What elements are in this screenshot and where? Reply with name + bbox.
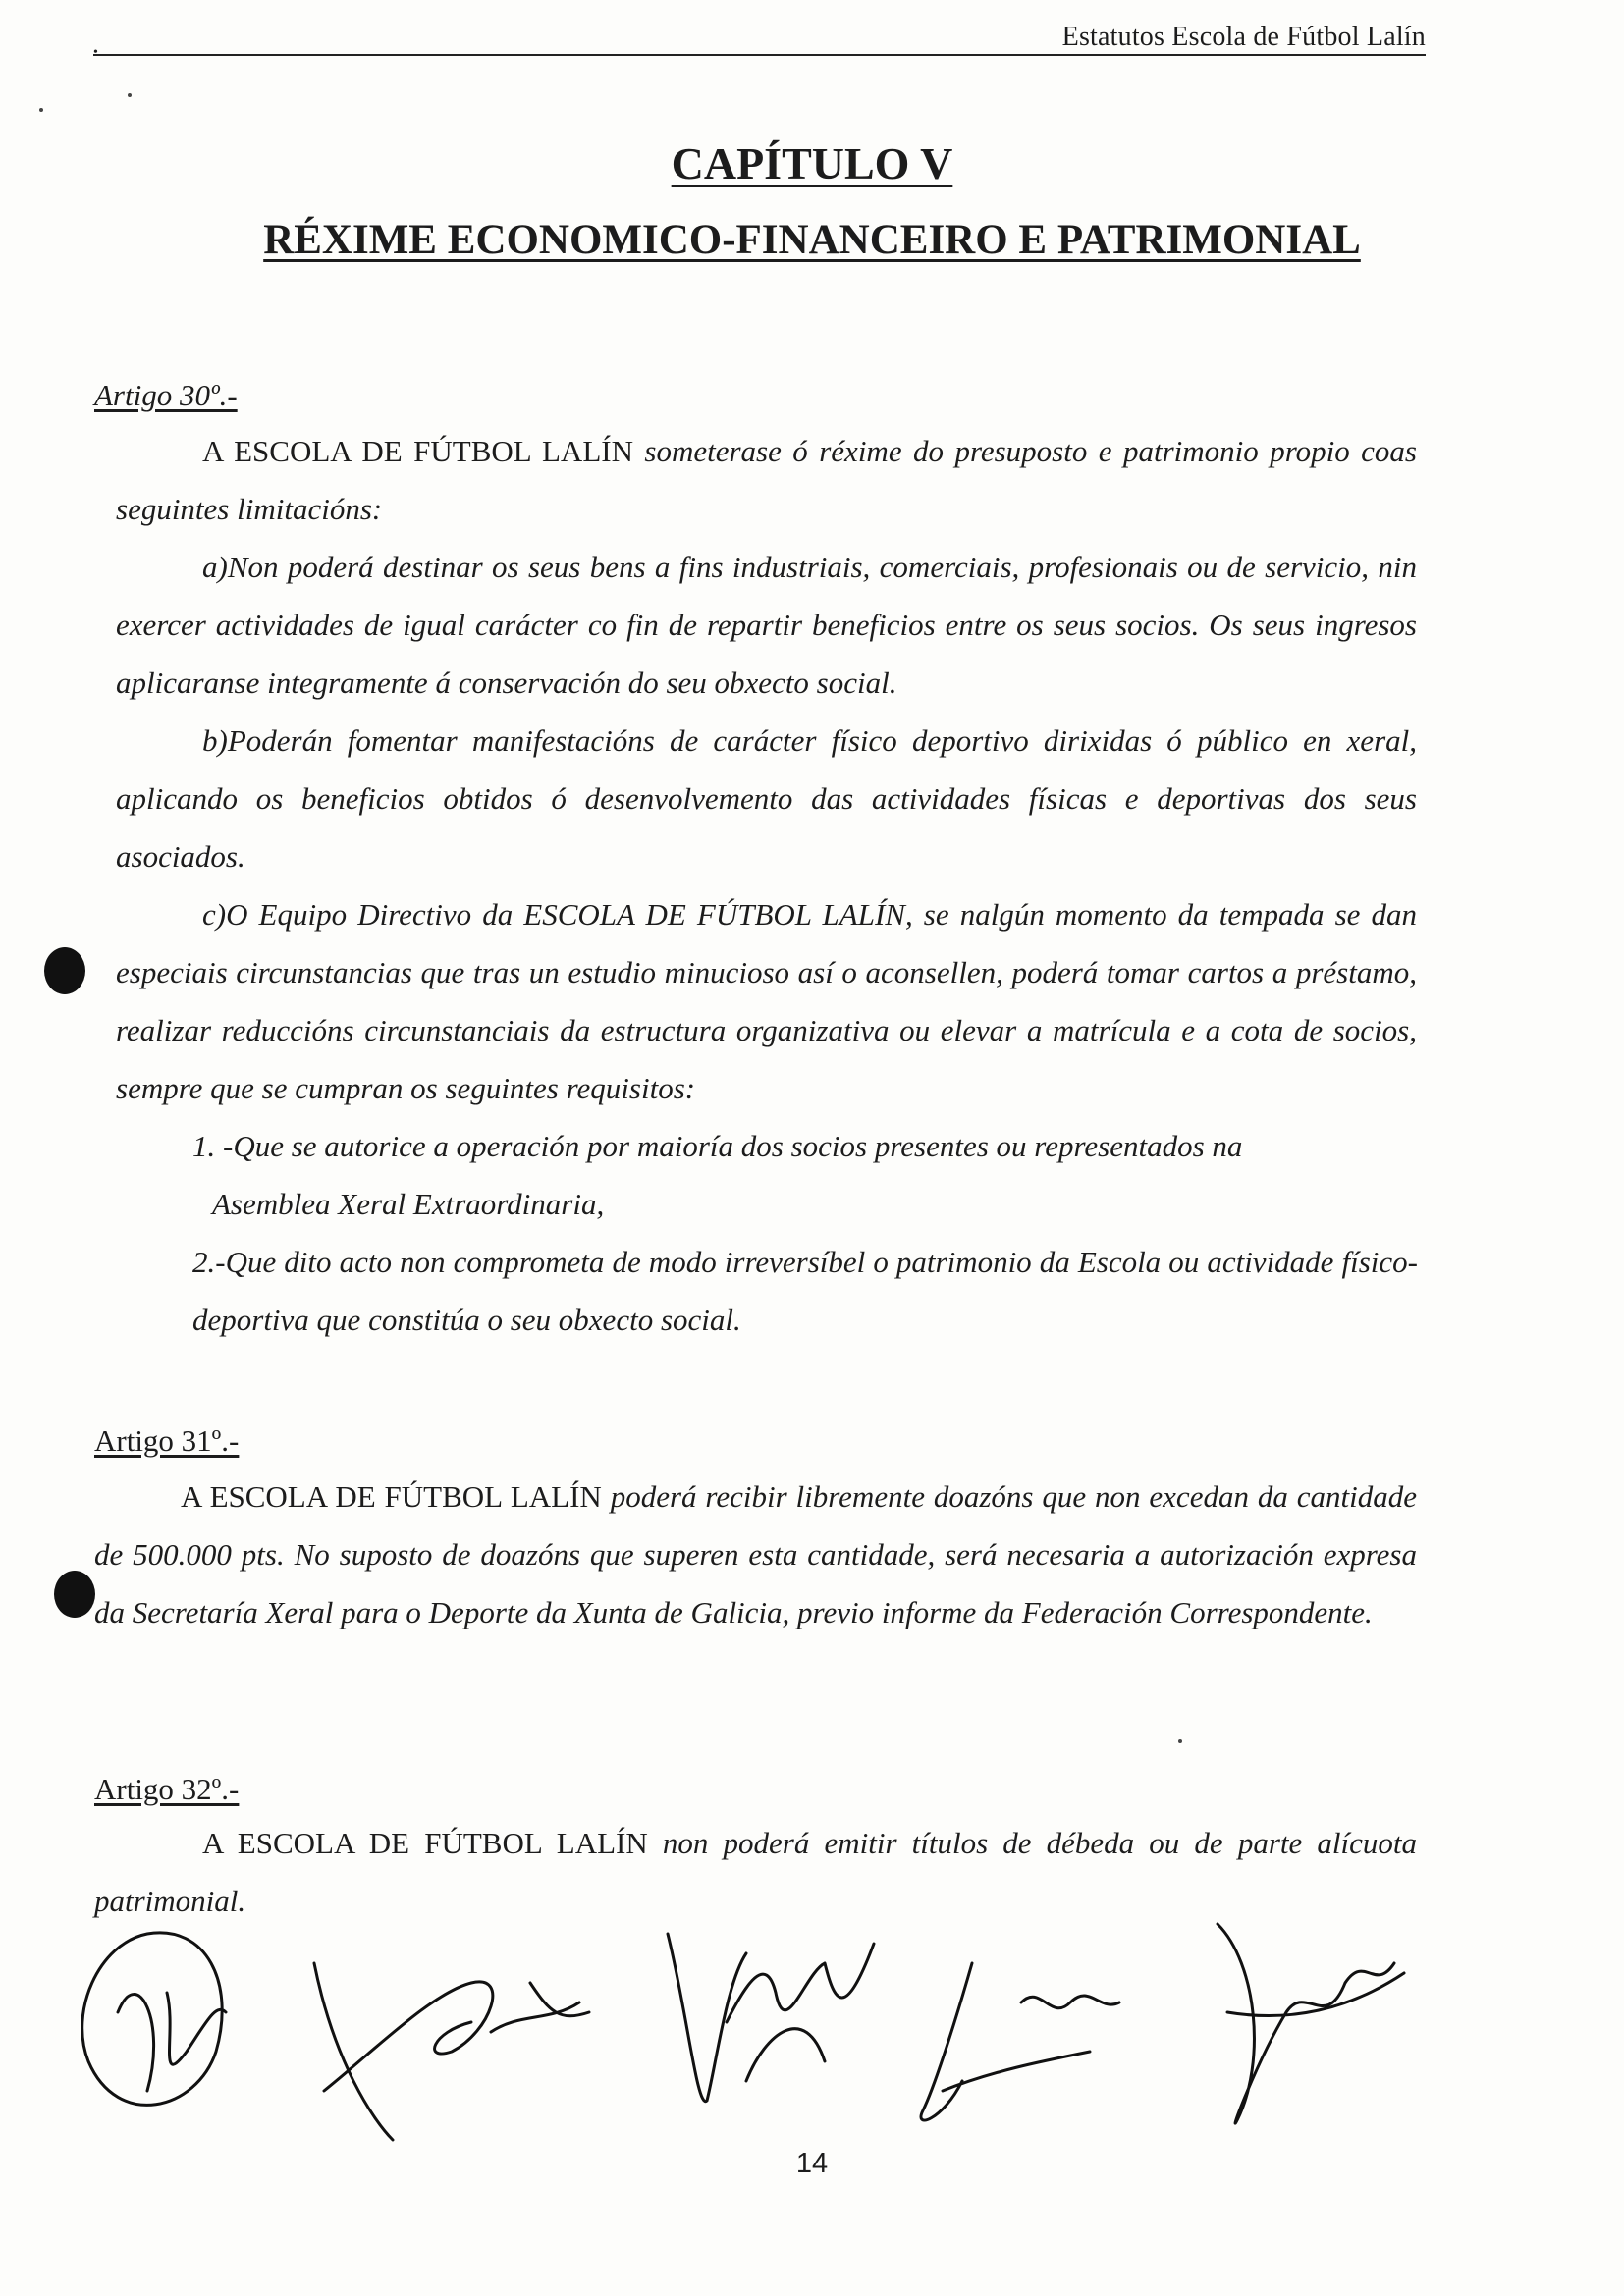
page-number: 14 xyxy=(795,2148,829,2179)
article-30-heading: Artigo 30º.- xyxy=(94,378,238,412)
article-30-item-b: b)Poderán fomentar manifestacións de carácter físico deportivo dirixidas ó público en xeral, aplicando os beneficios obtidos ó desenvolvemento das actividades físicas e deportivas dos seus asociados. xyxy=(116,723,1417,874)
chapter-subtitle: RÉXIME ECONOMICO-FINANCEIRO E PATRIMONIAL xyxy=(263,217,1361,263)
punch-hole xyxy=(44,947,85,994)
article-32-body: non poderá emitir títulos de débeda ou de parte alícuota patrimonial. xyxy=(94,1826,1417,1918)
header-rule xyxy=(93,54,1426,56)
punch-hole xyxy=(54,1571,95,1618)
signature-5 xyxy=(1218,1924,1404,2123)
requirement-1-line2: Asemblea Xeral Extraordinaria, xyxy=(212,1187,605,1221)
signature-4 xyxy=(921,1963,1119,2120)
article-30-intro-text: someterase ó réxime do presuposto e patrimonio propio coas seguintes limitacións: xyxy=(116,434,1417,526)
running-header: Estatutos Escola de Fútbol Lalín xyxy=(1061,22,1426,52)
article-32-heading: Artigo 32º.- xyxy=(94,1772,240,1806)
signature-2 xyxy=(314,1963,589,2140)
entity-name: A ESCOLA DE FÚTBOL LALÍN xyxy=(202,1826,648,1860)
article-30-item-c: c)O Equipo Directivo da ESCOLA DE FÚTBOL LALÍN, se nalgún momento da tempada se dan especiais circunstancias que tras un estudio minucioso así o aconsellen, poderá tomar cartos a préstamo, realizar reduccións circunstanciais da estructura organizativa ou elevar a matrícula e a cota de socios, sempre que se cumpran os seguintes requisitos: xyxy=(116,897,1417,1105)
signature-3 xyxy=(668,1934,874,2102)
article-31-heading: Artigo 31º.- xyxy=(94,1423,240,1458)
entity-name: A ESCOLA DE FÚTBOL LALÍN xyxy=(181,1479,602,1514)
scan-speck xyxy=(1178,1739,1182,1743)
requirement-1-line1: 1. -Que se autorice a operación por maioría dos socios presentes ou representados na xyxy=(192,1129,1243,1163)
article-30-requirement-2: 2.-Que dito acto non comprometa de modo irreversíbel o patrimonio da Escola ou actividade físico-deportiva que constitúa o seu obxecto social. xyxy=(192,1245,1418,1337)
scan-speck xyxy=(128,93,132,97)
article-30-item-a: a)Non poderá destinar os seus bens a fins industriais, comerciais, profesionais ou de servicio, nin exercer actividades de igual carácter co fin de repartir beneficios entre os seus socios. Os seus ingresos aplicaranse integramente á conservación do seu obxecto social. xyxy=(116,550,1417,700)
article-30-requirement-1 xyxy=(192,1117,1418,1233)
article-31-body: poderá recibir libremente doazóns que non excedan da cantidade de 500.000 pts. No suposto de doazóns que superen esta cantidade, será necesaria a autorización expresa da Secretaría Xeral para o Deporte da Xunta de Galicia, previo informe da Federación Correspondente. xyxy=(94,1479,1417,1629)
signature-1 xyxy=(82,1933,226,2105)
signatures-area xyxy=(59,1865,1434,2160)
article-30-intro xyxy=(116,422,1417,538)
header-mark: • xyxy=(93,45,98,60)
entity-name: A ESCOLA DE FÚTBOL LALÍN xyxy=(202,434,633,468)
article-31-text xyxy=(94,1468,1417,1641)
chapter-title: CAPÍTULO V xyxy=(671,138,953,188)
scan-speck xyxy=(39,108,43,112)
